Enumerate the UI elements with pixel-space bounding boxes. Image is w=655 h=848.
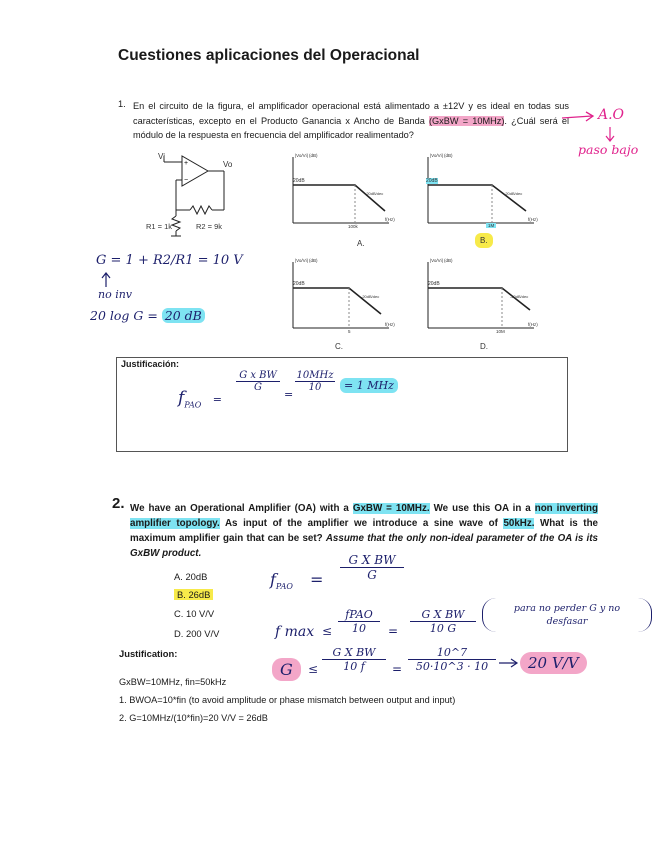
bode-b-letter: B. [475, 233, 493, 248]
bode-b-level: 20dB [426, 178, 438, 184]
q2-hl-topology: non inverting amplifier topology. [130, 503, 599, 529]
q2-option-d: D. 200 V/V [174, 628, 220, 639]
bode-c-ylabel: |Vo/Vi| (dB) [295, 258, 318, 263]
q2-approx-2: ≤ [308, 662, 319, 676]
bode-c-letter: C. [335, 342, 343, 351]
q2-result: 20 V/V [520, 652, 587, 674]
q2-option-c: C. 10 V/V [174, 608, 215, 619]
db-result: 20 dB [162, 308, 205, 323]
fpao-equation-1 [178, 388, 228, 409]
arrow-note-ao: A.O [598, 107, 625, 123]
q2-frac-2-num: fPAO [338, 608, 380, 622]
r2-label: R2 = 9k [196, 222, 223, 231]
bode-a-level: 20dB [293, 178, 305, 184]
q2-sol-2: 1. BWOA=10*fin (to avoid amplitude or phase mismatch between output and input) [119, 695, 456, 705]
q1-text-a: En el circuito de la figura, el amplificador operacional está alimentado a ±12V y es ideal en todas sus características, excepto en el Producto Ganancia x Ancho de Banda [133, 101, 569, 126]
q2-G-symbol: G [272, 658, 301, 681]
svg-text:+: + [184, 160, 189, 167]
svg-text:−: − [184, 177, 189, 184]
frac-2-den: 10 [308, 382, 322, 393]
q2-text [130, 501, 598, 561]
bode-a-letter: A. [357, 239, 365, 248]
q2-frac-1-num: G X BW [340, 553, 404, 568]
q2-text-b: We use this OA in a [429, 503, 535, 514]
bode-c-corner: 5 [348, 329, 351, 334]
frac-2 [295, 370, 335, 393]
q2-sol-3: 2. G=10MHz/(10*fin)=20 V/V = 26dB [119, 713, 268, 723]
bode-d-corner: 10M [496, 329, 505, 334]
q2-italic: Assume that the only non-ideal parameter of the OA is its GxBW product. [130, 533, 598, 559]
bode-d-slope: -20dB/dec [510, 294, 529, 299]
no-inv-note: no inv [98, 288, 133, 301]
frac-1-num: G x BW [236, 370, 280, 382]
vo-label: Vo [223, 160, 233, 169]
q2-frac-1-den: G [367, 568, 377, 582]
q2-frac-5-den: 50·10^3 · 10 [415, 660, 489, 673]
bode-b-slope: -20dB/dec [504, 191, 523, 196]
q2-justification-label: Justification: [119, 648, 178, 659]
q1-text [133, 99, 569, 143]
q2-fpao-1 [270, 570, 323, 591]
q2-frac-3 [410, 608, 476, 635]
db-eq-text: 20 log G = [90, 308, 162, 323]
fpao-result-1: = 1 MHz [340, 378, 398, 393]
bode-a-ylabel: |Vo/Vi| (dB) [295, 153, 318, 158]
bode-c-slope: -20dB/dec [361, 294, 380, 299]
q2-number: 2. [112, 495, 125, 512]
justification-label: Justificación: [121, 359, 180, 369]
r1-label: R1 = 1k [146, 222, 173, 231]
bode-a-slope: -20dB/dec [365, 191, 384, 196]
bode-plot-c [285, 258, 395, 353]
vi-label: Vi [158, 152, 165, 161]
bode-d-ylabel: |Vo/Vi| (dB) [430, 258, 453, 263]
q2-paren-text: para no perder G y no desfasar [513, 603, 621, 627]
bode-d-xlabel: f(Hz) [528, 322, 538, 327]
bode-b-corner: 1M [488, 223, 495, 228]
q2-sol-1: GxBW=10MHz, fin=50kHz [119, 677, 227, 687]
frac-1 [236, 370, 280, 393]
q2-eq-1: = [310, 570, 324, 589]
bode-a-corner: 100k [348, 224, 358, 229]
q2-text-d: What is the maximum amplifier gain that can be set? [130, 518, 598, 544]
eq-sign-1: = [212, 393, 222, 406]
bode-a-xlabel: f(Hz) [385, 217, 395, 222]
q2-eq-2: = [388, 624, 399, 638]
q2-arrow [498, 656, 520, 670]
q2-hl-freq: 50kHz. [503, 518, 535, 529]
q2-fpao-lhs: f [270, 570, 276, 589]
q2-paren-note [482, 598, 652, 632]
db-equation [90, 308, 205, 323]
bode-plot-a [285, 153, 395, 248]
q2-frac-3-den: 10 G [429, 622, 457, 635]
eq-sign-2: = [284, 388, 294, 401]
q2-text-c: As input of the amplifier we introduce a sine wave of [219, 518, 504, 529]
q2-hl-gxbw: GxBW = 10MHz. [352, 503, 430, 514]
page-title: Cuestiones aplicaciones del Operacional [118, 47, 420, 64]
frac-1-den: G [254, 382, 262, 393]
q2-option-a: A. 20dB [174, 571, 208, 582]
gain-equation: G = 1 + R2/R1 = 10 V [96, 253, 243, 268]
q2-frac-1 [340, 553, 404, 582]
q2-frac-5-num: 10^7 [408, 646, 496, 660]
q1-text-b: . ¿Cuál será el módulo de la respuesta en frecuencia del amplificador realimentado? [133, 115, 569, 141]
q2-eq-3: = [392, 662, 403, 676]
q2-fpao-sub: PAO [275, 582, 293, 592]
q1-highlight: (GxBW = 10MHz) [428, 115, 505, 126]
q2-fmax: f max [275, 624, 315, 640]
q2-frac-4-den: 10 f [343, 660, 365, 673]
q1-number: 1. [118, 99, 126, 109]
bode-b-xlabel: f(Hz) [528, 217, 538, 222]
q2-approx: ≤ [322, 624, 333, 638]
arrow-note-lowpass: paso bajo [578, 142, 639, 157]
frac-2-num: 10MHz [296, 370, 334, 381]
bode-c-level: 20dB [293, 281, 305, 287]
bode-c-xlabel: f(Hz) [385, 322, 395, 327]
bode-plot-d [420, 258, 540, 353]
q2-option-b: B. 26dB [174, 589, 213, 600]
q2-frac-2-den: 10 [352, 622, 366, 635]
q2-frac-4 [322, 646, 386, 673]
q2-frac-2 [338, 608, 380, 635]
q2-text-a: We have an Operational Amplifier (OA) with a [130, 503, 353, 514]
bode-plot-b [420, 153, 540, 243]
bode-d-level: 20dB [428, 281, 440, 287]
q2-frac-4-num: G X BW [322, 646, 386, 660]
bode-b-ylabel: |Vo/Vi| (dB) [430, 153, 453, 158]
fpao-lhs: f [178, 388, 185, 408]
q1-arrow [560, 108, 600, 128]
up-arrow-icon [100, 272, 112, 288]
fpao-sub: PAO [184, 400, 202, 410]
q2-frac-5 [408, 646, 496, 673]
q2-frac-3-num: G X BW [410, 608, 476, 622]
bode-d-letter: D. [480, 342, 488, 351]
